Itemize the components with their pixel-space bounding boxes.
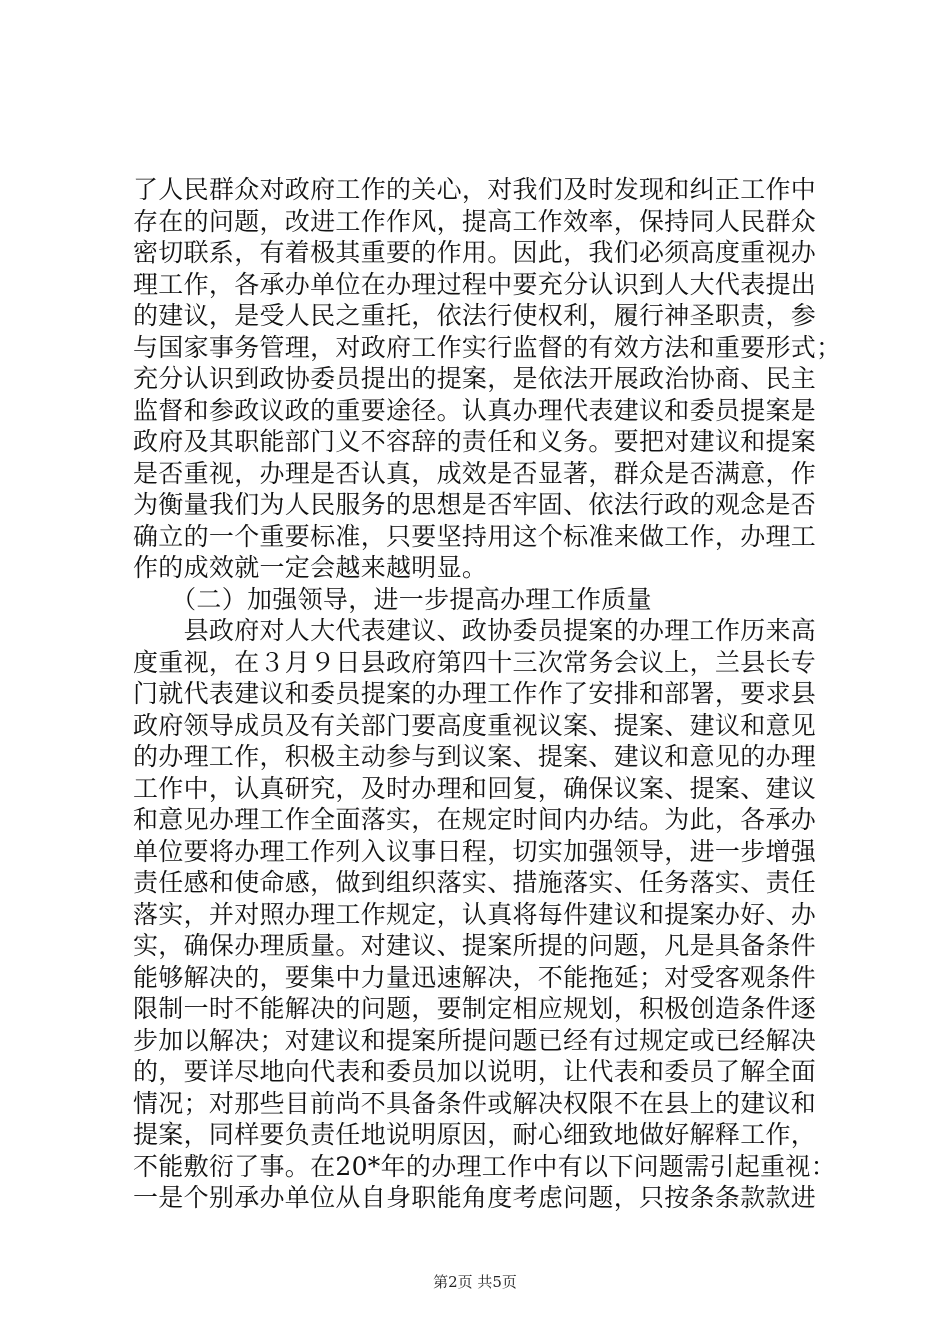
text-line: 门就代表建议和委员提案的办理工作作了安排和部署，要求县 (133, 679, 817, 708)
text-line: 的，要详尽地向代表和委员加以说明，让代表和委员了解全面 (133, 1057, 817, 1086)
text-line: 和意见办理工作全面落实，在规定时间内办结。为此，各承办 (133, 805, 817, 834)
text-line: 为衡量我们为人民服务的思想是否牢固、依法行政的观念是否 (133, 490, 817, 519)
text-line: 确立的一个重要标准，只要坚持用这个标准来做工作，办理工 (133, 521, 817, 551)
text-line: 一是个别承办单位从自身职能角度考虑问题，只按条条款款进 (133, 1183, 817, 1212)
text-line: 监督和参政议政的重要途径。认真办理代表建议和委员提案是 (133, 395, 817, 425)
body-text (133, 174, 842, 1214)
text-line: 作的成效就一定会越来越明显。 (133, 553, 488, 582)
text-line: 提案，同样要负责任地说明原因，耐心细致地做好解释工作， (133, 1120, 817, 1149)
text-line: 工作中，认真研究，及时办理和回复，确保议案、提案、建议 (133, 773, 817, 803)
text-line: 不能敷衍了事。在20*年的办理工作中有以下问题需引起重视： (133, 1151, 837, 1181)
text-line: 政府及其职能部门义不容辞的责任和义务。要把对建议和提案 (133, 427, 817, 456)
text-line: 情况；对那些目前尚不具备条件或解决权限不在县上的建议和 (133, 1088, 817, 1118)
text-line: 步加以解决；对建议和提案所提问题已经有过规定或已经解决 (133, 1025, 817, 1055)
text-line: 存在的问题，改进工作作风，提高工作效率，保持同人民群众 (133, 206, 817, 236)
text-line: 了人民群众对政府工作的关心，对我们及时发现和纠正工作中 (133, 175, 817, 204)
text-line: 充分认识到政协委员提出的提案，是依法开展政治协商、民主 (133, 364, 817, 393)
text-line: 密切联系，有着极其重要的作用。因此，我们必须高度重视办 (133, 238, 817, 267)
text-line: 政府领导成员及有关部门要高度重视议案、提案、建议和意见 (133, 710, 817, 740)
text-line: 理工作，各承办单位在办理过程中要充分认识到人大代表提出 (133, 269, 817, 299)
page-footer: 第2页 共5页 (433, 1273, 517, 1291)
text-line: 能够解决的，要集中力量迅速解决，不能拖延；对受客观条件 (133, 962, 817, 992)
text-line: 单位要将办理工作列入议事日程，切实加强领导，进一步增强 (133, 836, 817, 866)
text-line: 度重视，在３月９日县政府第四十三次常务会议上，兰县长专 (133, 647, 817, 677)
section-heading: （二）加强领导，进一步提高办理工作质量 (133, 584, 652, 614)
text-line: 落实，并对照办理工作规定，认真将每件建议和提案办好、办 (133, 899, 817, 929)
text-line: 的建议，是受人民之重托，依法行使权利，履行神圣职责，参 (133, 301, 817, 330)
text-line: 的办理工作，积极主动参与到议案、提案、建议和意见的办理 (133, 742, 817, 771)
text-line: 县政府对人大代表建议、政协委员提案的办理工作历来高 (133, 616, 817, 645)
text-line: 责任感和使命感，做到组织落实、措施落实、任务落实、责任 (133, 868, 817, 897)
text-line: 限制一时不能解决的问题，要制定相应规划，积极创造条件逐 (133, 994, 817, 1023)
text-line: 实，确保办理质量。对建议、提案所提的问题，凡是具备条件 (133, 931, 817, 960)
text-line: 与国家事务管理，对政府工作实行监督的有效方法和重要形式； (133, 332, 842, 362)
text-line: 是否重视，办理是否认真，成效是否显著，群众是否满意，作 (133, 458, 817, 488)
